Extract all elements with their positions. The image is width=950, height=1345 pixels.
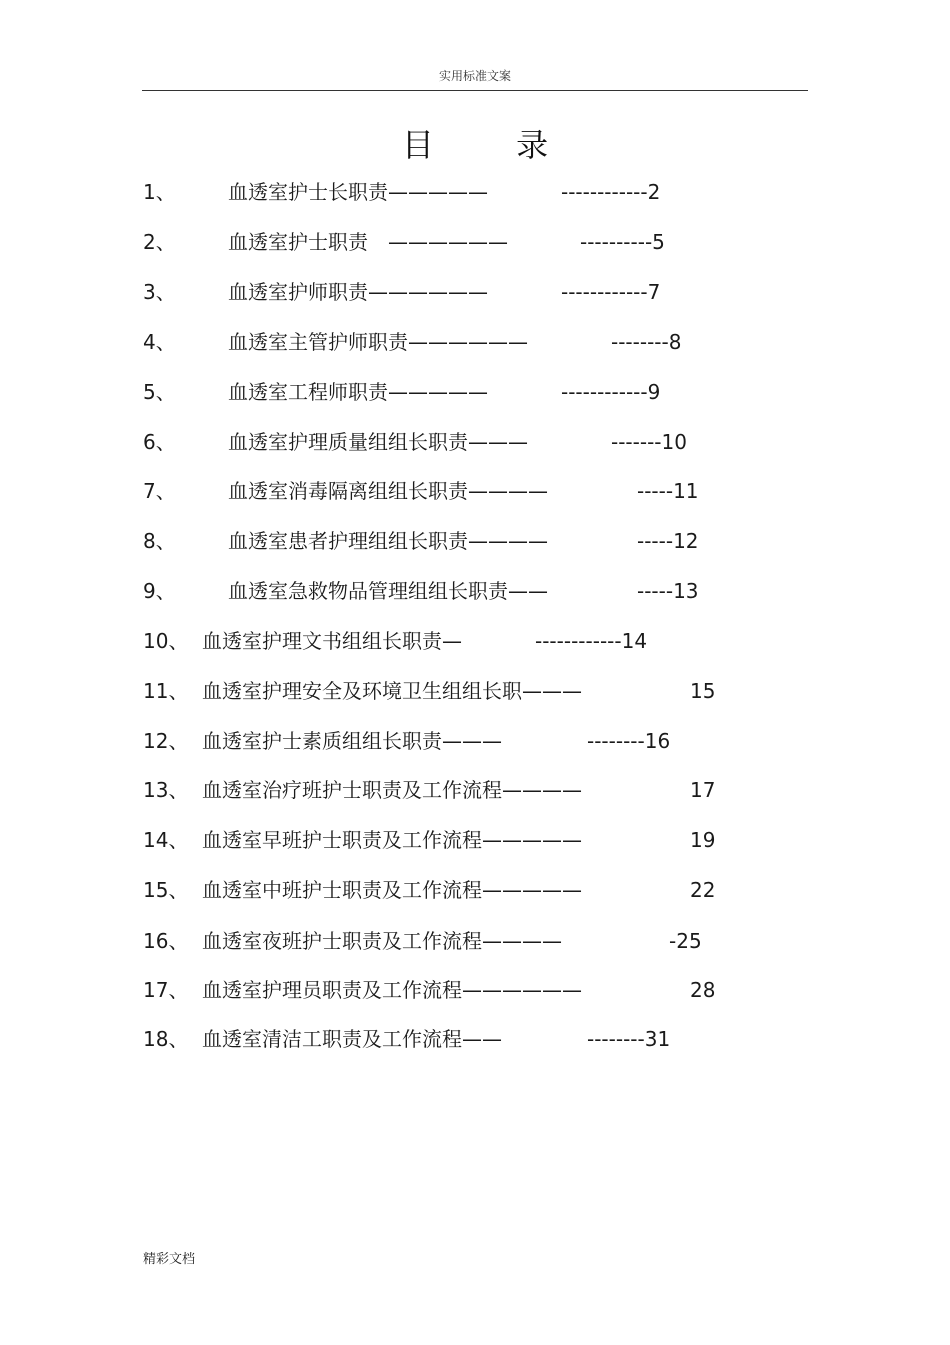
- toc-entry: [0, 875, 950, 905]
- toc-entry-title: 血透室护理文书组组长职责—: [202, 629, 462, 653]
- toc-entry: [0, 775, 950, 805]
- toc-entry-page: 17: [690, 778, 716, 802]
- toc-entry-page: -----11: [637, 479, 699, 503]
- toc-entry-number: 3、: [143, 280, 176, 304]
- toc-entry-number: 6、: [143, 430, 176, 454]
- toc-entry-page: 19: [690, 828, 716, 852]
- toc-entry-title: 血透室中班护士职责及工作流程—————: [202, 878, 582, 902]
- toc-entry-page: ------------7: [561, 280, 661, 304]
- toc-entry-number: 9、: [143, 579, 176, 603]
- toc-entry-title: 血透室工程师职责—————: [228, 380, 488, 404]
- toc-entry: [0, 926, 950, 956]
- toc-entry: [0, 576, 950, 606]
- toc-entry-title: 血透室护师职责——————: [228, 280, 488, 304]
- toc-entry-number: 10、: [143, 629, 189, 653]
- toc-entry-page: 15: [690, 679, 716, 703]
- toc-entry-title: 血透室护理质量组组长职责———: [228, 430, 528, 454]
- toc-entry-number: 4、: [143, 330, 176, 354]
- toc-entry: [0, 327, 950, 357]
- toc-entry: [0, 427, 950, 457]
- page-footer: 精彩文档: [143, 1252, 196, 1267]
- toc-entry-page: --------16: [587, 729, 671, 753]
- toc-entry-number: 14、: [143, 828, 189, 852]
- toc-entry-page: -----12: [637, 529, 699, 553]
- toc-entry-title: 血透室护士职责 ——————: [228, 230, 508, 254]
- toc-entry: [0, 227, 950, 257]
- toc-entry-page: -25: [669, 929, 702, 953]
- toc-entry-title: 血透室急救物品管理组组长职责——: [228, 579, 548, 603]
- toc-entry-page: ------------9: [561, 380, 661, 404]
- toc-entry-title: 血透室护理员职责及工作流程——————: [202, 978, 582, 1002]
- toc-entry-number: 15、: [143, 878, 189, 902]
- toc-entry-title: 血透室患者护理组组长职责————: [228, 529, 548, 553]
- toc-entry-title: 血透室消毒隔离组组长职责————: [228, 479, 548, 503]
- toc-entry: [0, 377, 950, 407]
- toc-entry-number: 1、: [143, 180, 176, 204]
- toc-entry: [0, 825, 950, 855]
- toc-entry-number: 2、: [143, 230, 176, 254]
- toc-entry-page: 22: [690, 878, 716, 902]
- toc-entry: [0, 975, 950, 1005]
- page-header: 实用标准文案: [438, 69, 511, 83]
- toc-entry-title: 血透室主管护师职责——————: [228, 330, 528, 354]
- toc-entry: [0, 277, 950, 307]
- toc-entry-number: 5、: [143, 380, 176, 404]
- toc-entry-page: -----13: [637, 579, 699, 603]
- toc-entry-number: 11、: [143, 679, 189, 703]
- toc-entry-page: ------------2: [561, 180, 661, 204]
- toc-entry: [0, 476, 950, 506]
- toc-entry-number: 8、: [143, 529, 176, 553]
- toc-entry: [0, 526, 950, 556]
- toc-entry-page: ----------5: [580, 230, 665, 254]
- toc-entry-title: 血透室早班护士职责及工作流程—————: [202, 828, 582, 852]
- toc-entry-number: 16、: [143, 929, 189, 953]
- toc-entry-page: ------------14: [535, 629, 648, 653]
- toc-entry-number: 17、: [143, 978, 189, 1002]
- toc-entry-title: 血透室护士素质组组长职责———: [202, 729, 502, 753]
- toc-entry-number: 7、: [143, 479, 176, 503]
- toc-entry-title: 血透室护士长职责—————: [228, 180, 488, 204]
- toc-entry-title: 血透室治疗班护士职责及工作流程————: [202, 778, 582, 802]
- toc-entry-page: --------8: [611, 330, 682, 354]
- toc-entry: [0, 726, 950, 756]
- toc-entry: [0, 676, 950, 706]
- document-title: 目 录: [401, 126, 585, 164]
- toc-entry-page: 28: [690, 978, 716, 1002]
- toc-entry-number: 13、: [143, 778, 189, 802]
- toc-entry: [0, 1024, 950, 1054]
- toc-entry-page: -------10: [611, 430, 687, 454]
- toc-entry: [0, 626, 950, 656]
- toc-entry-title: 血透室清洁工职责及工作流程——: [202, 1027, 502, 1051]
- toc-entry-page: --------31: [587, 1027, 671, 1051]
- toc-entry-number: 18、: [143, 1027, 189, 1051]
- toc-entry-title: 血透室夜班护士职责及工作流程————: [202, 929, 562, 953]
- toc-entry-number: 12、: [143, 729, 189, 753]
- toc-entry-title: 血透室护理安全及环境卫生组组长职———: [202, 679, 582, 703]
- toc-entry: [0, 177, 950, 207]
